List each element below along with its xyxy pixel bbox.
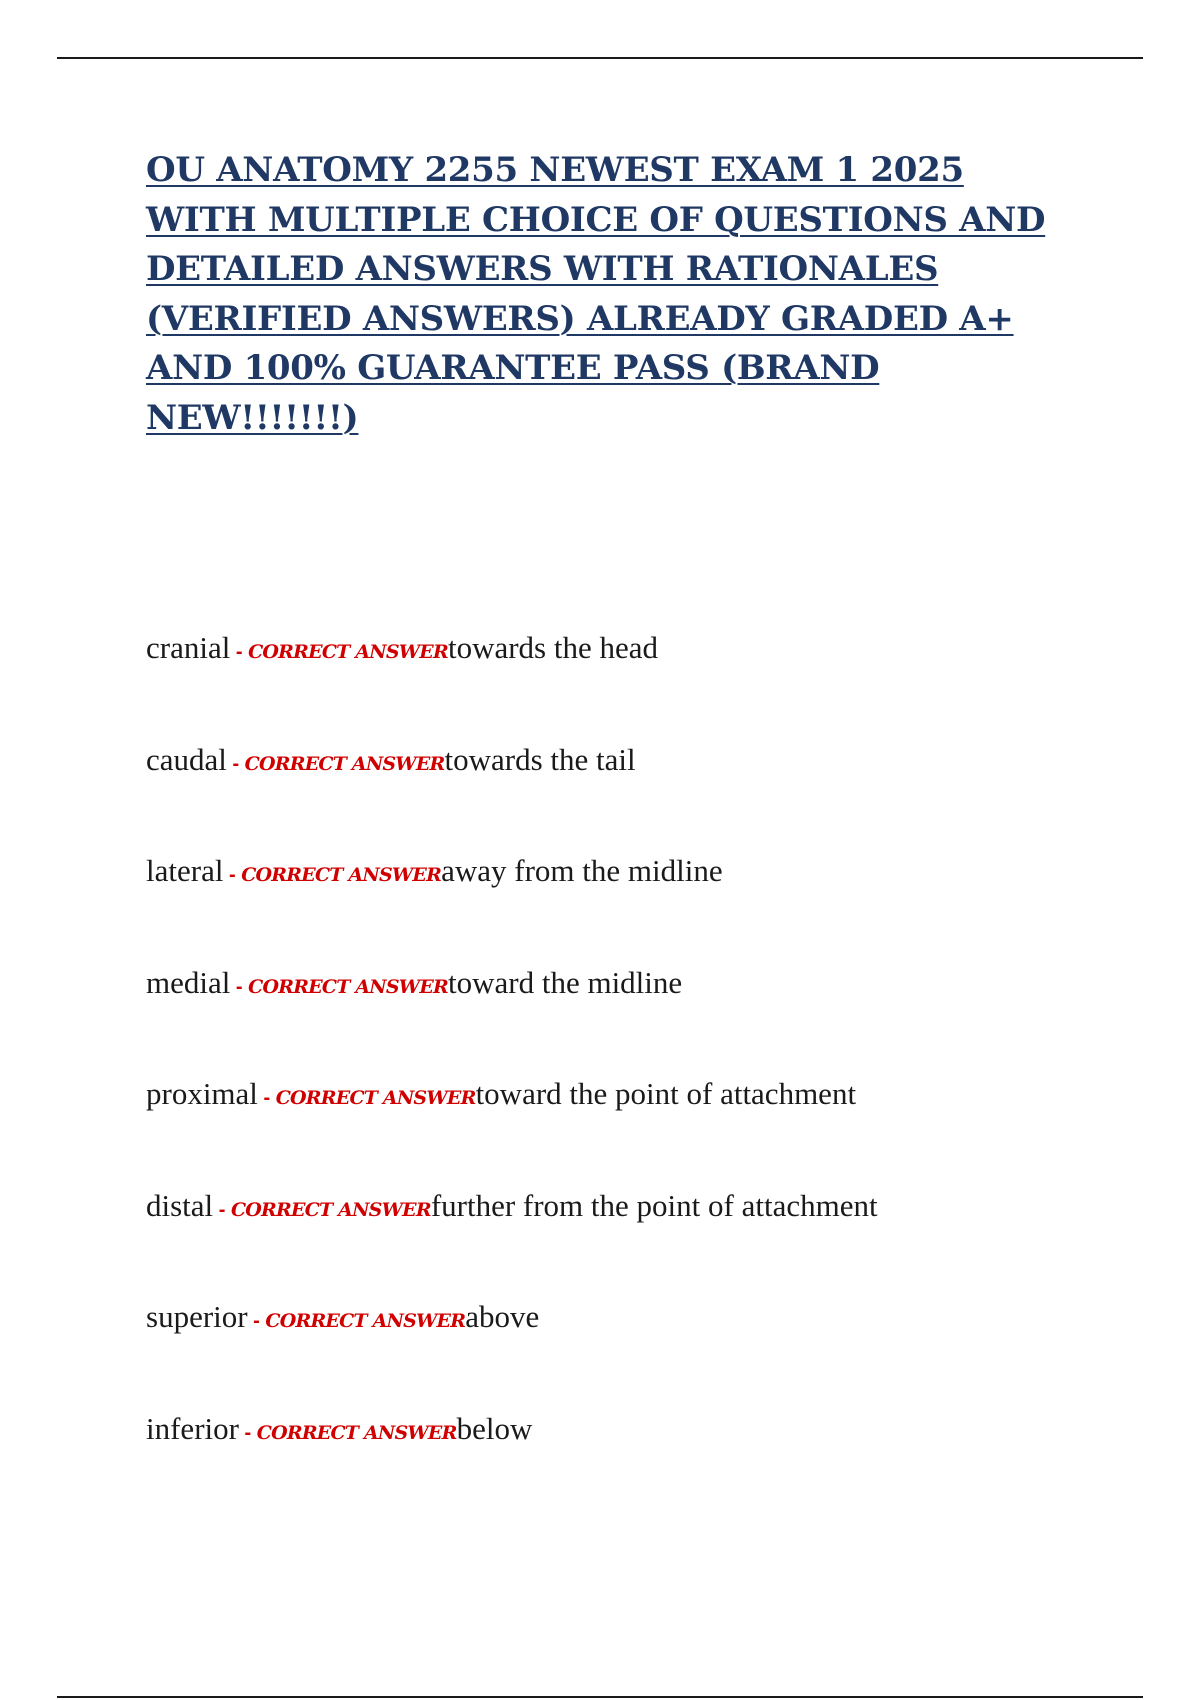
qa-term: proximal — [146, 1076, 258, 1111]
qa-term: lateral — [146, 853, 224, 888]
qa-term: superior — [146, 1299, 248, 1334]
qa-answer: toward the midline — [448, 964, 683, 1000]
qa-answer: above — [465, 1299, 540, 1334]
correct-answer-marker: CORRECT ANSWER — [230, 1198, 431, 1221]
qa-separator: - — [247, 1310, 266, 1332]
correct-answer-marker: CORRECT ANSWER — [275, 1087, 476, 1109]
qa-answer: away from the midline — [441, 853, 723, 888]
bottom-divider — [57, 1696, 1143, 1698]
qa-answer: toward the point of attachment — [475, 1076, 857, 1111]
correct-answer-marker: CORRECT ANSWER — [241, 864, 442, 886]
qa-entry-proximal — [146, 1076, 1146, 1188]
correct-answer-marker: CORRECT ANSWER — [248, 975, 448, 998]
qa-term: distal — [146, 1187, 214, 1223]
qa-answer: towards the head — [447, 630, 659, 665]
qa-answer: towards the tail — [444, 741, 636, 777]
qa-entry-lateral — [146, 853, 1146, 965]
qa-separator: - — [226, 752, 245, 775]
qa-entry-superior — [146, 1299, 1146, 1411]
qa-entry-medial — [146, 965, 1146, 1077]
qa-term: cranial — [146, 630, 231, 665]
qa-term: caudal — [146, 741, 227, 777]
document-title: OU ANATOMY 2255 NEWEST EXAM 1 2025 WITH MULTIPLE CHOICE OF QUESTIONS AND DETAILED ANSWERS WITH RATIONALES (VERIFIED ANSWERS) ALREADY GRADED A+ AND 100% GUARANTEE PASS (BRAND NEW!!!!!!!) — [146, 150, 1046, 438]
qa-separator: - — [230, 975, 249, 998]
qa-entry-cranial — [146, 630, 1146, 742]
qa-separator: - — [230, 641, 249, 663]
qa-list — [146, 630, 1146, 1522]
correct-answer-marker: CORRECT ANSWER — [256, 1421, 457, 1444]
correct-answer-marker: CORRECT ANSWER — [265, 1310, 466, 1332]
qa-entry-distal — [146, 1188, 1146, 1300]
qa-separator: - — [213, 1198, 231, 1221]
qa-term: medial — [146, 964, 231, 1000]
top-divider — [57, 57, 1143, 59]
qa-answer: further from the point of attachment — [430, 1187, 878, 1223]
qa-separator: - — [257, 1087, 276, 1109]
qa-entry-inferior — [146, 1411, 1146, 1523]
correct-answer-marker: CORRECT ANSWER — [244, 752, 445, 775]
qa-separator: - — [223, 864, 242, 886]
qa-term: inferior — [146, 1410, 239, 1446]
qa-separator: - — [238, 1421, 257, 1444]
qa-entry-caudal — [146, 742, 1146, 854]
qa-answer: below — [456, 1410, 533, 1446]
correct-answer-marker: CORRECT ANSWER — [248, 641, 448, 663]
